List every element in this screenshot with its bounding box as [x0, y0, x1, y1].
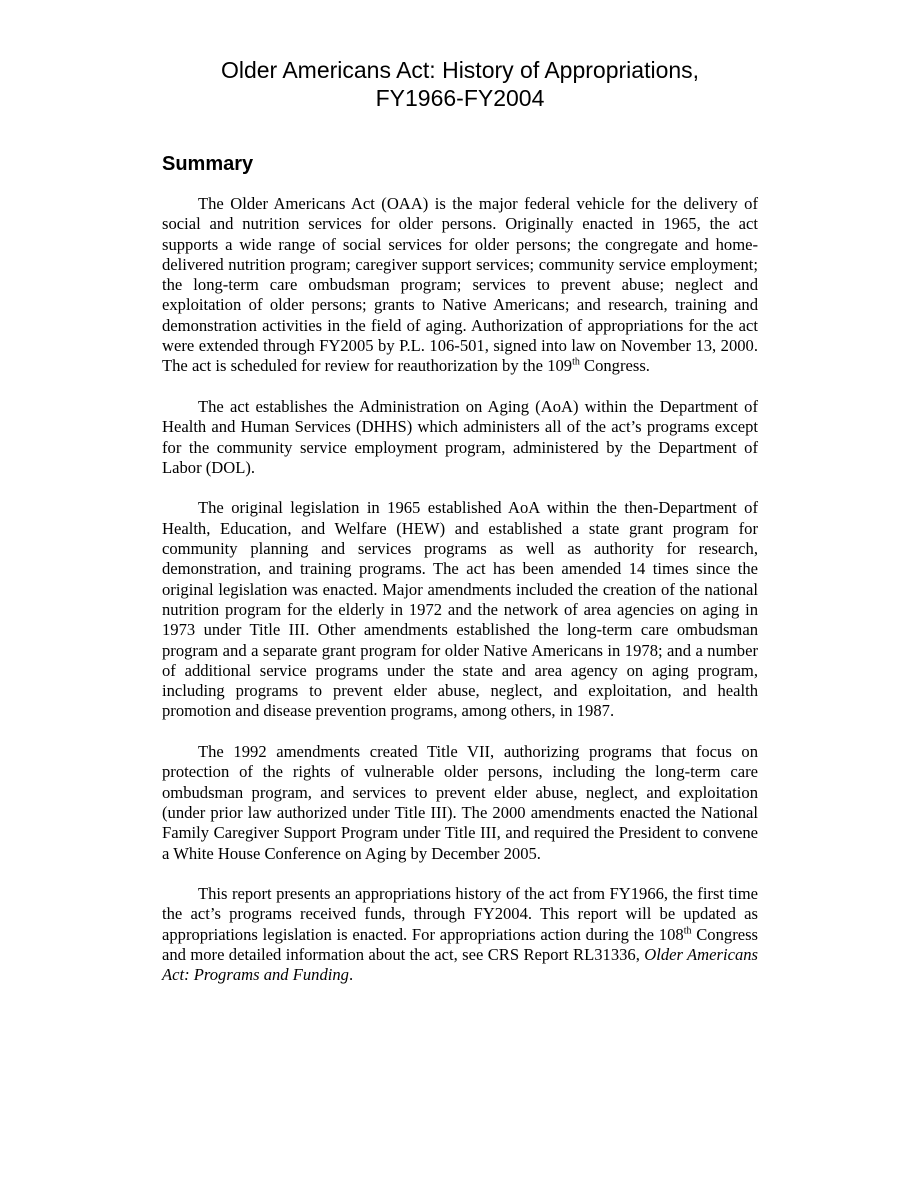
report-title-citation: Older Americans Act: Programs and Funding [162, 944, 758, 985]
paragraph-5-text-mid: Congress and more detailed information about the act, see CRS Report RL31336, [162, 924, 758, 964]
document-title [162, 56, 758, 112]
paragraph-1-text: The Older Americans Act (OAA) is the major federal vehicle for the delivery of social and nutrition services for older persons. Originally enacted in 1965, the act supports a wide range of social services for older persons; the congregate and home-delivered nutrition program; caregiver support services; community service employment; the long-term care ombudsman program; services to prevent abuse; neglect and exploitation of older persons; grants to Native Americans; and research, training and demonstration activities in the field of aging. Authorization of appropriations for the act were extended through FY2005 by P.L. 106-501, signed into law on November 13, 2000. The act is scheduled for review for reauthorization by the 109 [162, 194, 758, 376]
summary-paragraph-3: The original legislation in 1965 established AoA within the then-Department of Health, Education, and Welfare (HEW) and established a state grant program for community planning and services programs as well as authority for research, demonstration, and training programs. The act has been amended 14 times since the original legislation was enacted. Major amendments included the creation of the national nutrition program for the elderly in 1972 and the network of area agencies on aging in 1973 under Title III. Other amendments established the long-term care ombudsman program and a separate grant program for older Native Americans in 1978; and a number of additional service programs under the state and area agency on aging program, including programs to prevent elder abuse, neglect, and exploitation, and health promotion and disease prevention programs, among others, in 1987. [162, 498, 758, 721]
paragraph-1-text-end: Congress. [579, 356, 650, 376]
section-heading-summary: Summary [162, 153, 254, 175]
summary-paragraph-5 [162, 884, 758, 985]
paragraph-5-text-end: . [348, 965, 354, 985]
summary-paragraph-2: The act establishes the Administration on Aging (AoA) within the Department of Health and Human Services (DHHS) which administers all of the act’s programs except for the community service employment program, administered by the Department of Labor (DOL). [162, 396, 758, 477]
title-line-2: FY1966-FY2004 [375, 85, 545, 111]
ordinal-superscript: th [572, 356, 580, 368]
summary-paragraph-4: The 1992 amendments created Title VII, authorizing programs that focus on protection of the rights of vulnerable older persons, including the long-term care ombudsman program, and services to prevent elder abuse, neglect, and exploitation (under prior law authorized under Title III). The 2000 amendments enacted the National Family Caregiver Support Program under Title III, and required the President to convene a White House Conference on Aging by December 2005. [162, 742, 758, 863]
title-line-1: Older Americans Act: History of Appropriations, [220, 57, 700, 83]
paragraph-5-text: This report presents an appropriations history of the act from FY1966, the first time the act’s programs received funds, through FY2004. This report will be updated as appropriations legislation is enacted. For appropriations action during the 108 [162, 884, 758, 944]
document-page [162, 56, 758, 986]
summary-paragraph-1 [162, 194, 758, 377]
ordinal-superscript: th [683, 925, 692, 937]
